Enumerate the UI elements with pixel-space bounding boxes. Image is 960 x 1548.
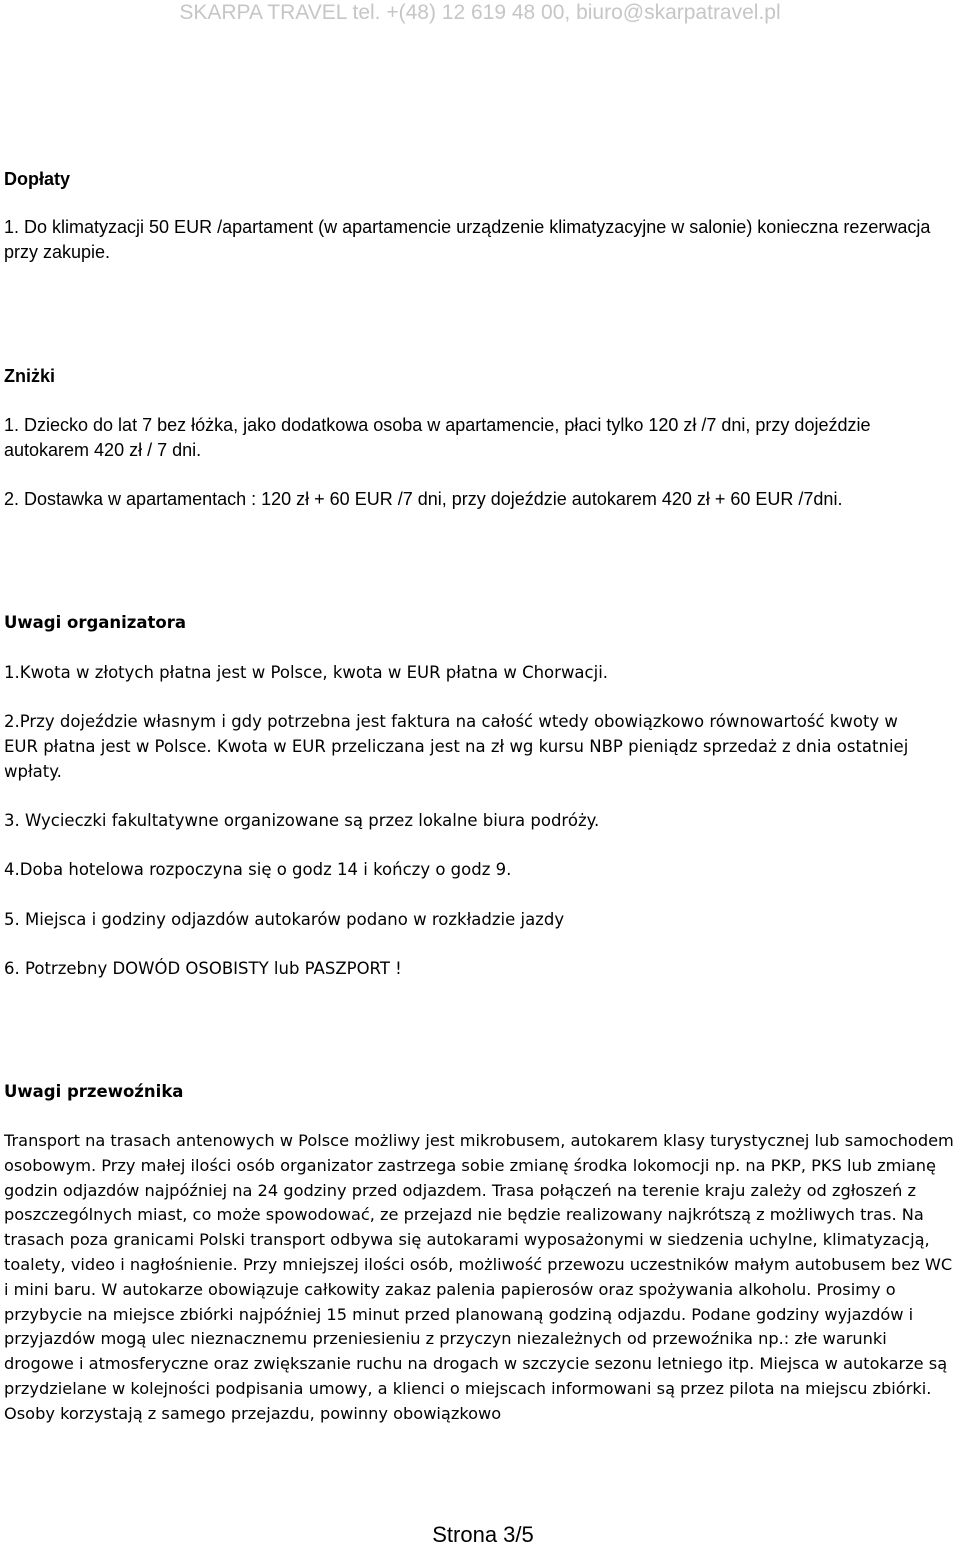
doplaty-item-1: 1. Do klimatyzacji 50 EUR /apartament (w apartamencie urządzenie klimatyzacyjne w salonie) konieczna rezerwacja przy zakupie. [4, 217, 931, 262]
page-header: SKARPA TRAVEL tel. +(48) 12 619 48 00, biuro@skarpatravel.pl [179, 1, 781, 24]
organizator-item-3: 3. Wycieczki fakultatywne organizowane są przez lokalne biura podróży. [4, 811, 600, 830]
organizator-item-6: 6. Potrzebny DOWÓD OSOBISTY lub PASZPORT ! [4, 959, 402, 978]
przewoznik-text: Transport na trasach antenowych w Polsce możliwy jest mikrobusem, autokarem klasy turystycznej lub samochodem osobowym. Przy małej ilości osób organizator zastrzega sobie zmianę środka lokomocji np. na PKP, PKS lub zmianę godzin odjazdów najpóźniej na 24 godziny przed odjazdem. Trasa połączeń na terenie kraju zależy od zgłoszeń z poszczególnych miast, co może spowodować, ze przejazd nie będzie realizowany najkrótszą z możliwych tras. Na trasach poza granicami Polski transport odbywa się autokarami wyposażonymi w siedzenia uchylne, klimatyzacją, toalety, video i nagłośnienie. Przy mniejszej ilości osób, możliwość przewozu uczestników małym autobusem bez WC i mini baru. W autokarze obowiązuje całkowity zakaz palenia papierosów oraz spożywania alkoholu. Prosimy o przybycie na miejsce zbiórki najpóźniej 15 minut przed planowaną godziną odjazdu. Podane godziny wyjazdów i przyjazdów mogą ulec nieznacznemu przeniesieniu z przyczyn niezależnych od przewoźnika np.: złe warunki drogowe i atmosferyczne oraz zwiększanie ruchu na drogach w szczycie sezonu letniego itp. Miejsca w autokarze są przydzielane w kolejności podpisania umowy, a klienci o miejscach informowani są przez pilota na miejscu zbiórki. Osoby korzystają z samego przejazdu, powinny obowiązkowo [4, 1131, 954, 1423]
znizki-item-1: 1. Dziecko do lat 7 bez łóżka, jako dodatkowa osoba w apartamencie, płaci tylko 120 zł /7 dni, przy dojeździe autokarem 420 zł / 7 dni. [4, 415, 871, 460]
section-title-uwagi-przewoznika: Uwagi przewoźnika [4, 1082, 184, 1101]
page-number: Strona 3/5 [432, 1522, 534, 1547]
section-title-uwagi-organizatora: Uwagi organizatora [4, 613, 187, 632]
section-title-znizki: Zniżki [4, 366, 56, 386]
organizator-item-5: 5. Miejsca i godziny odjazdów autokarów podano w rozkładzie jazdy [4, 910, 565, 929]
znizki-item-2: 2. Dostawka w apartamentach : 120 zł + 60 EUR /7 dni, przy dojeździe autokarem 420 zł + 60 EUR /7dni. [4, 489, 843, 509]
organizator-item-1: 1.Kwota w złotych płatna jest w Polsce, kwota w EUR płatna w Chorwacji. [4, 663, 609, 682]
organizator-item-4: 4.Doba hotelowa rozpoczyna się o godz 14 i kończy o godz 9. [4, 860, 512, 879]
section-title-doplaty: Dopłaty [4, 169, 71, 189]
organizator-item-2: 2.Przy dojeździe własnym i gdy potrzebna jest faktura na całość wtedy obowiązkowo równowartość kwoty w EUR płatna jest w Polsce. Kwota w EUR przeliczana jest na zł wg kursu NBP pieniądz sprzedaż z dnia ostatniej wpłaty. [4, 712, 909, 781]
